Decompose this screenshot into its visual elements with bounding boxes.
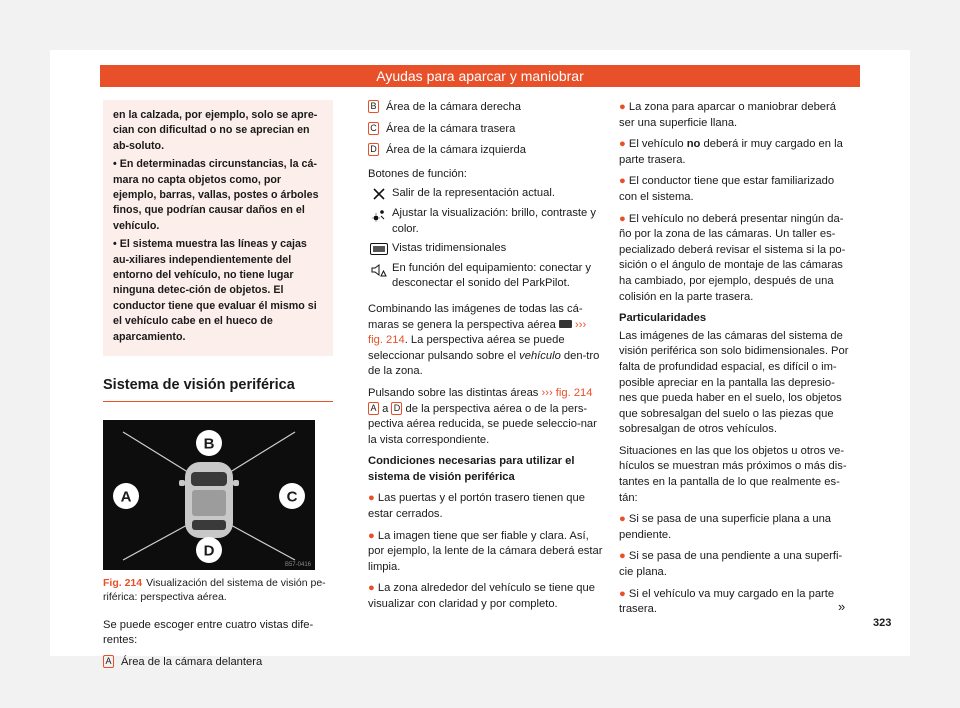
- bullet: ●: [368, 529, 375, 542]
- bullet: ●: [368, 582, 375, 595]
- figure-number: Fig. 214: [103, 576, 143, 589]
- bullet-item: ● El conductor tiene que estar familiarizado con el sistema.: [619, 175, 835, 203]
- list-item: C Área de la cámara trasera: [368, 122, 604, 138]
- close-icon: [373, 188, 385, 200]
- function-row: Ajustar la visualización: brillo, contraste y color.: [368, 206, 604, 237]
- function-row: Salir de la representación actual.: [368, 186, 604, 202]
- paragraph: Combinando las imágenes de todas las cá-maras se genera la perspectiva aérea ››› fig. 214. La perspectiva aérea se puede seleccionar pulsando sobre el vehículo den-tro de la zona.: [368, 302, 600, 378]
- column-middle: [368, 100, 604, 619]
- aerial-view-icon: [559, 320, 572, 328]
- paragraph: Pulsando sobre las distintas áreas ››› fig. 214 A a D de la perspectiva aérea o de la pers-pectiva aérea reducida, se puede seleccio-nar la vista correspondiente.: [368, 386, 597, 446]
- column-left: [103, 100, 333, 676]
- figure-caption: [103, 576, 333, 604]
- list-item: A Área de la cámara delantera: [103, 655, 333, 671]
- bullet-item: ● La zona alrededor del vehículo se tiene que visualizar con claridad y por completo.: [368, 582, 595, 611]
- bullet: ●: [619, 587, 626, 600]
- page-header: Ayudas para aparcar y maniobrar: [100, 65, 860, 87]
- svg-text:B: B: [203, 435, 215, 453]
- section-title: Sistema de visión periférica: [103, 378, 333, 402]
- letter-badge: A: [103, 655, 114, 668]
- bullet: ●: [619, 513, 626, 526]
- bullet: •: [113, 238, 117, 251]
- letter-badge: C: [368, 122, 379, 135]
- bullet-item: ● Si se pasa de una pendiente a una superfi-cie plana.: [619, 550, 843, 579]
- figure-code: B57-0416: [284, 561, 311, 568]
- car-icon: [179, 462, 239, 538]
- bullet-item: ● El vehículo no deberá presentar ningún da-ño por la zona de las cámaras. Un taller es-pecializado deberá revisar el sistema si la po-sición o el ángulo de montaje de las cámaras ha cambiado, por ejemplo, después de una colisión en la parte trasera.: [619, 212, 846, 303]
- speaker-mute-icon: [371, 263, 387, 277]
- bullet-item: ● La imagen tiene que ser fiable y clara. Así, por ejemplo, la lente de la cámara deberá estar limpia.: [368, 529, 603, 573]
- 3d-view-icon: [370, 243, 388, 255]
- bullet: ●: [619, 212, 626, 225]
- aerial-view-diagram: [103, 420, 315, 570]
- svg-text:D: D: [203, 542, 215, 560]
- subheading: Particularidades: [619, 312, 707, 325]
- intro-text: Se puede escoger entre cuatro vistas dife-rentes:: [103, 618, 314, 647]
- bullet-item: ● La zona para aparcar o maniobrar deberá ser una superficie llana.: [619, 101, 836, 129]
- function-buttons-title: Botones de función:: [368, 167, 467, 180]
- paragraph: Situaciones en las que los objetos u otros ve-hículos se muestran más próximos o más dis-tantes en la pantalla de lo que realmente es-tán:: [619, 444, 847, 504]
- bullet-item: ● Las puertas y el portón trasero tienen que estar cerrados.: [368, 492, 585, 521]
- letter-badge: D: [391, 402, 402, 415]
- list-item: D Área de la cámara izquierda: [368, 143, 604, 159]
- bullet-item: ● El vehículo no deberá ir muy cargado en la parte trasera.: [619, 138, 843, 166]
- bullet: ●: [619, 138, 626, 151]
- figure-ref[interactable]: ››› fig. 214: [368, 318, 587, 347]
- area-label-c: [279, 483, 305, 509]
- function-row: En función del equipamiento: conectar y desconectar el sonido del ParkPilot.: [368, 261, 604, 292]
- bullet: ●: [619, 101, 626, 113]
- list-item: B Área de la cámara derecha: [368, 100, 604, 116]
- bullet: •: [113, 158, 117, 171]
- warning-line: en la calzada, por ejemplo, solo se apre-cian con dificultad o no se aprecian en ab-soluto.: [113, 109, 318, 152]
- continue-mark: »: [838, 599, 846, 614]
- letter-badge: B: [368, 100, 379, 113]
- bullet: ●: [368, 492, 375, 505]
- warning-box: [103, 100, 333, 356]
- figure-aerial-view: [103, 420, 315, 570]
- area-label-d: [196, 537, 222, 563]
- bullet: ●: [619, 175, 626, 188]
- function-row: Vistas tridimensionales: [368, 241, 604, 257]
- subheading: Condiciones necesarias para utilizar el sistema de visión periférica: [368, 455, 575, 483]
- figure-caption-text: Visualización del sistema de visión pe-riférica: perspectiva aérea.: [103, 576, 326, 603]
- warning-line: • El sistema muestra las líneas y cajas au-xiliares independientemente del entorno del vehículo, no tiene lugar ninguna detec-ción de objetos. El conductor tiene que evaluar él mismo si el vehículo cabe en el hueco de aparcamiento.: [113, 238, 317, 343]
- bullet-item: ● Si se pasa de una superficie plana a una pendiente.: [619, 513, 832, 541]
- paragraph: Las imágenes de las cámaras del sistema de visión periférica son solo bidimensionales. Por falta de profundidad espacial, es difícil o im-posible apreciar en la pantalla las depresio-nes que pueda haber en el suelo, los objetos que sobresalgan del suelo o las piezas que sobresalgan de otros vehículos.: [619, 329, 849, 436]
- svg-text:A: A: [120, 488, 132, 506]
- column-right: [619, 100, 849, 624]
- settings-brightness-icon: [372, 208, 386, 222]
- bullet-item: ● Si el vehículo va muy cargado en la parte trasera.: [619, 587, 835, 616]
- warning-line: • En determinadas circunstancias, la cá-mara no capta objetos como, por ejemplo, barras, vallas, postes o árboles finos, que podrían causar daños en el vehículo.: [113, 158, 319, 232]
- letter-badge: D: [368, 143, 379, 156]
- letter-badge: A: [368, 402, 379, 415]
- bullet: ●: [619, 550, 626, 563]
- area-label-a: [113, 483, 139, 509]
- page-number: 323: [873, 617, 892, 629]
- area-label-b: [196, 430, 222, 456]
- figure-ref[interactable]: ››› fig. 214: [541, 386, 593, 399]
- manual-page: [50, 50, 910, 668]
- svg-text:C: C: [286, 488, 298, 506]
